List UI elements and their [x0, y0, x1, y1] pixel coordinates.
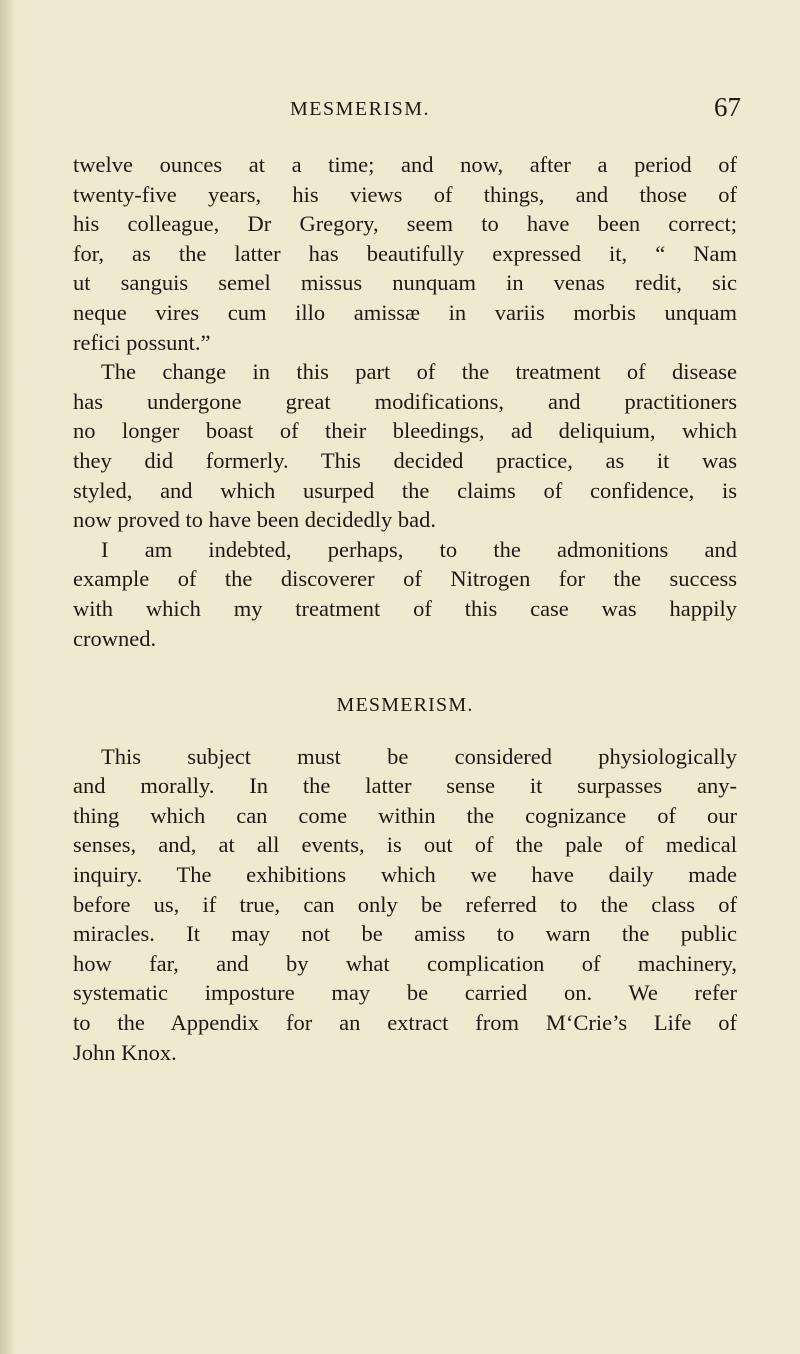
spacer: [73, 728, 737, 742]
page-number: 67: [714, 92, 741, 122]
text-line: his colleague, Dr Gregory, seem to have been correct;: [73, 211, 737, 237]
paragraph-block-2: [73, 742, 737, 1068]
text-line: styled, and which usurped the claims of confidence, is: [73, 477, 737, 503]
text-line: systematic imposture may be carried on. We refer: [73, 980, 737, 1006]
page-header: [0, 92, 800, 132]
text-line: now proved to have been decidedly bad.: [73, 507, 436, 533]
page-body: [73, 150, 737, 1067]
text-line: The change in this part of the treatment of disease: [101, 359, 737, 385]
text-line: has undergone great modifications, and practitioners: [73, 388, 737, 414]
text-line: and morally. In the latter sense it surpasses any-: [73, 773, 737, 799]
section-heading: MESMERISM.: [336, 693, 474, 716]
text-line: refici possunt.”: [73, 329, 211, 355]
text-line: neque vires cum illo amissæ in variis morbis unquam: [73, 299, 737, 325]
text-line: ut sanguis semel missus nunquam in venas redit, sic: [73, 270, 737, 296]
paragraph-block-1: [73, 150, 737, 653]
text-line: miracles. It may not be amiss to warn the public: [73, 921, 737, 947]
text-line: I am indebted, perhaps, to the admonitions and: [101, 536, 737, 562]
text-line: twelve ounces at a time; and now, after a period of: [73, 152, 737, 177]
text-line: senses, and, at all events, is out of the pale of medical: [73, 832, 737, 858]
text-line: they did formerly. This decided practice, as it was: [73, 447, 737, 473]
text-line: crowned.: [73, 625, 157, 651]
running-head: MESMERISM.: [290, 98, 431, 120]
text-line: no longer boast of their bleedings, ad deliquium, which: [73, 418, 737, 444]
text-line: example of the discoverer of Nitrogen for the success: [73, 566, 737, 592]
page-edge-shadow: [0, 0, 16, 1354]
text-line: how far, and by what complication of machinery,: [73, 950, 737, 976]
text-line: John Knox.: [73, 1039, 177, 1065]
text-line: for, as the latter has beautifully expressed it, “ Nam: [73, 240, 737, 266]
text-line: with which my treatment of this case was happily: [73, 595, 737, 621]
text-line: thing which can come within the cognizance of our: [73, 802, 737, 828]
text-line: to the Appendix for an extract from M‘Crie’s Life of: [73, 1010, 737, 1036]
text-line: before us, if true, can only be referred to the class of: [73, 891, 737, 917]
text-line: This subject must be considered physiologically: [101, 743, 737, 769]
spacer: [73, 653, 737, 683]
text-line: twenty-five years, his views of things, and those of: [73, 181, 737, 207]
text-line: inquiry. The exhibitions which we have daily made: [73, 862, 737, 888]
